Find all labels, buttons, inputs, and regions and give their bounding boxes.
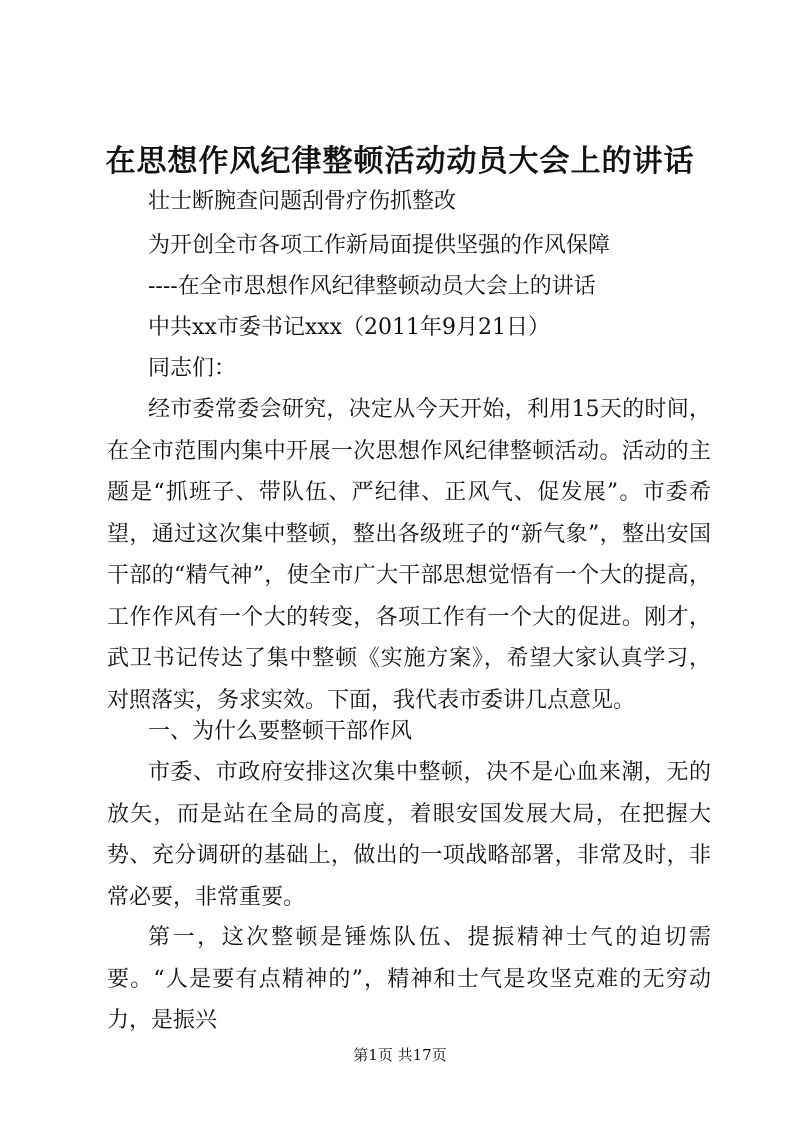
page-footer: 第1页 共17页 [353,1046,447,1064]
salutation: 同志们： [148,356,237,381]
speaker-line: 中共xx市委书记xxx（2011年9月21日） [148,315,551,340]
subtitle-1: 壮士断腕查问题刮骨疗伤抓整改 [148,189,457,214]
subtitle-2: 为开创全市各项工作新局面提供坚强的作风保障 [148,233,611,258]
section-heading: 一、为什么要整顿干部作风 [148,719,413,744]
subtitle-3: ----在全市思想作风纪律整顿动员大会上的讲话 [148,274,596,299]
paragraph-3: 第一，这次整顿是锤炼队伍、提振精神士气的迫切需要。“人是要有点精神的”，精神和士气是攻坚克难的无穷动力，是振兴 [107,925,711,1033]
paragraph-2: 市委、市政府安排这次集中整顿，决不是心血来潮，无的放矢，而是站在全局的高度，着眼安国发展大局，在把握大势、充分调研的基础上，做出的一项战略部署，非常及时，非常必要，非常重要。 [107,760,711,910]
document-title: 在思想作风纪律整顿活动动员大会上的讲话 [105,144,695,179]
paragraph-1: 经市委常委会研究，决定从今天开始，利用15天的时间，在全市范围内集中开展一次思想作风纪律整顿活动。活动的主题是“抓班子、带队伍、严纪律、正风气、促发展”。市委希望，通过这次集中整顿，整出各级班子的“新气象”，整出安国干部的“精气神”，使全市广大干部思想觉悟有一个大的提高，工作作风有一个大的转变，各项工作有一个大的促进。刚才，武卫书记传达了集中整顿《实施方案》，希望大家认真学习，对照落实，务求实效。下面，我代表市委讲几点意见。 [107,397,711,713]
